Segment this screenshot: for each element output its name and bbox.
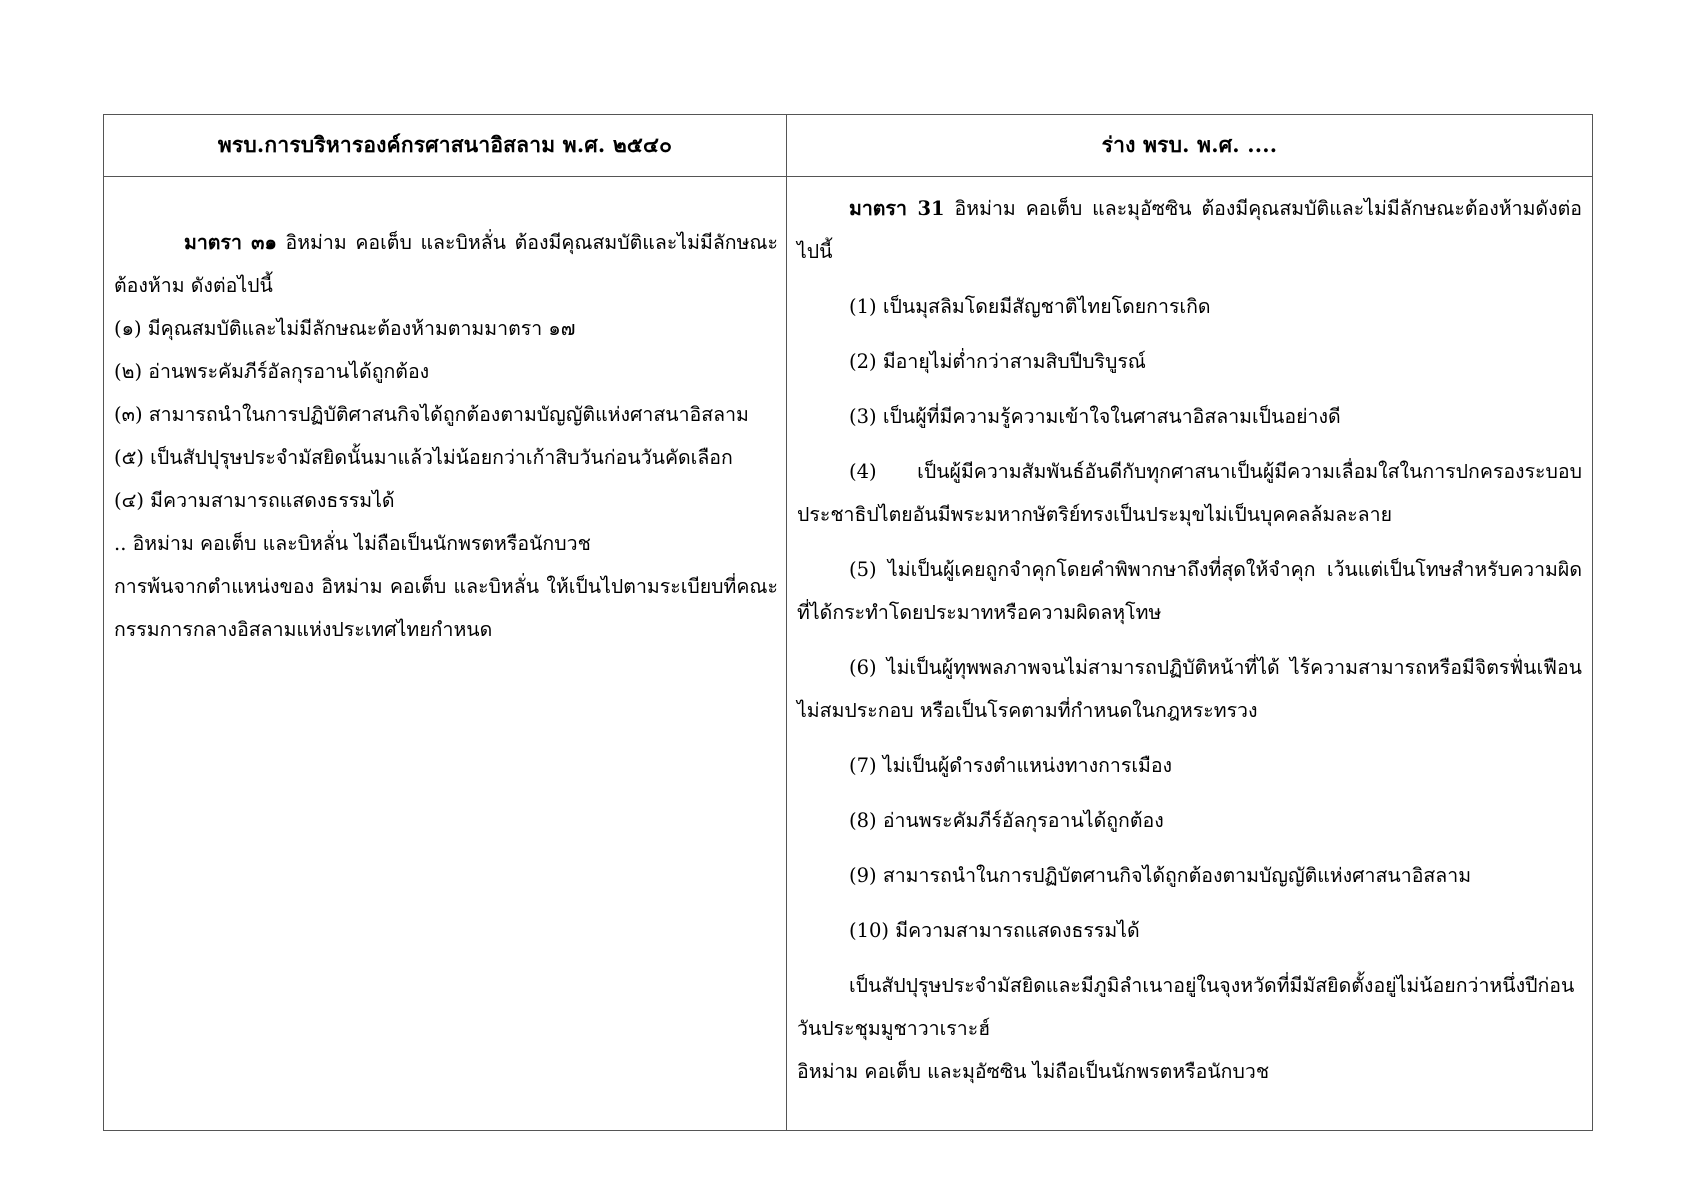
right-section-text: อิหม่าม คอเต็บ และมุอัซซิน ต้องมีคุณสมบัติและไม่มีลักษณะต้องห้ามดังต่อไปนี้ (797, 197, 1582, 263)
right-item-3: (3) เป็นผู้ที่มีความรู้ความเข้าใจในศาสนาอิสลามเป็นอย่างดี (849, 405, 1341, 428)
left-item-2: (๒) อ่านพระคัมภีร์อัลกุรอานได้ถูกต้อง (114, 360, 430, 383)
left-item-3: (๓) สามารถนำในการปฏิบัติศาสนกิจได้ถูกต้องตามบัญญัติแห่งศาสนาอิสลาม (114, 403, 749, 426)
left-section-31 (114, 221, 778, 307)
left-section-label: มาตรา ๓๑ (184, 231, 277, 254)
left-note: .. อิหม่าม คอเต็บ และบิหลั่น ไม่ถือเป็นนักพรตหรือนักบวช (114, 532, 591, 555)
left-removal-clause: การพ้นจากตำแหน่งของ อิหม่าม คอเต็บ และบิหลั่น ให้เป็นไปตามระเบียบที่คณะกรรมการกลางอิสลามแห่งประเทศไทยกำหนด (114, 575, 778, 641)
current-act-column (104, 177, 787, 1130)
comparison-table (103, 114, 1593, 1131)
header-draft-act (787, 115, 1592, 177)
right-item-10: (10) มีความสามารถแสดงธรรมได้ (849, 919, 1140, 942)
left-item-4: (๔) มีความสามารถแสดงธรรมได้ (114, 489, 395, 512)
right-item-9: (9) สามารถนำในการปฏิบัตศานกิจได้ถูกต้องตามบัญญัติแห่งศาสนาอิสลาม (849, 864, 1472, 887)
right-item-5: (5) ไม่เป็นผู้เคยถูกจำคุกโดยคำพิพากษาถึงที่สุดให้จำคุก เว้นแต่เป็นโทษสำหรับความผิดที่ได้กระทำโดยประมาทหรือความผิดลหุโทษ (797, 558, 1582, 624)
header-draft-act-text: ร่าง พรบ. พ.ศ. .... (1101, 132, 1278, 157)
right-item-6: (6) ไม่เป็นผู้ทุพพลภาพจนไม่สามารถปฏิบัติหน้าที่ได้ ไร้ความสามารถหรือมีจิตรฟั่นเฟือน ไม่สมประกอบ หรือเป็นโรคตามที่กำหนดในกฎหระทรวง (797, 656, 1582, 722)
left-item-1: (๑) มีคุณสมบัติและไม่มีลักษณะต้องห้ามตามมาตรา ๑๗ (114, 317, 576, 340)
right-item-8: (8) อ่านพระคัมภีร์อัลกุรอานได้ถูกต้อง (849, 809, 1164, 832)
left-section-text: อิหม่าม คอเต็บ และบิหลั่น ต้องมีคุณสมบัติและไม่มีลักษณะต้องห้าม ดังต่อไปนี้ (114, 231, 778, 297)
right-residence-clause: เป็นสัปปุรุษประจำมัสยิดและมีภูมิลำเนาอยู่ในจุงหวัดที่มีมัสยิดตั้งอยู่ไม่น้อยกว่าหนึ่งปีก่อนวันประชุมมูชาวาเราะฮ์ (797, 974, 1575, 1040)
header-current-act-text: พรบ.การบริหารองค์กรศาสนาอิสลาม พ.ศ. ๒๕๔๐ (217, 132, 673, 157)
draft-act-column (787, 177, 1592, 1130)
header-current-act (104, 115, 787, 177)
right-note: อิหม่าม คอเต็บ และมุอัซซิน ไม่ถือเป็นนักพรตหรือนักบวช (797, 1060, 1270, 1083)
right-section-31 (797, 187, 1582, 273)
right-item-7: (7) ไม่เป็นผู้ดำรงตำแหน่งทางการเมือง (849, 754, 1173, 777)
right-item-2: (2) มีอายุไม่ต่ำกว่าสามสิบปีบริบูรณ์ (849, 350, 1146, 373)
right-item-4: (4) เป็นผู้มีความสัมพันธ์อันดีกับทุกศาสนาเป็นผู้มีความเลื่อมใสในการปกครองระบอบประชาธิปไตยอันมีพระมหากษัตริย์ทรงเป็นประมุขไม่เป็นบุคคลล้มละลาย (797, 460, 1582, 526)
right-item-1: (1) เป็นมุสลิมโดยมีสัญชาติไทยโดยการเกิด (849, 295, 1211, 318)
left-item-5: (๕) เป็นสัปปุรุษประจำมัสยิดนั้นมาแล้วไม่น้อยกว่าเก้าสิบวันก่อนวันคัดเลือก (114, 446, 733, 469)
right-section-label: มาตรา 31 (849, 197, 945, 220)
